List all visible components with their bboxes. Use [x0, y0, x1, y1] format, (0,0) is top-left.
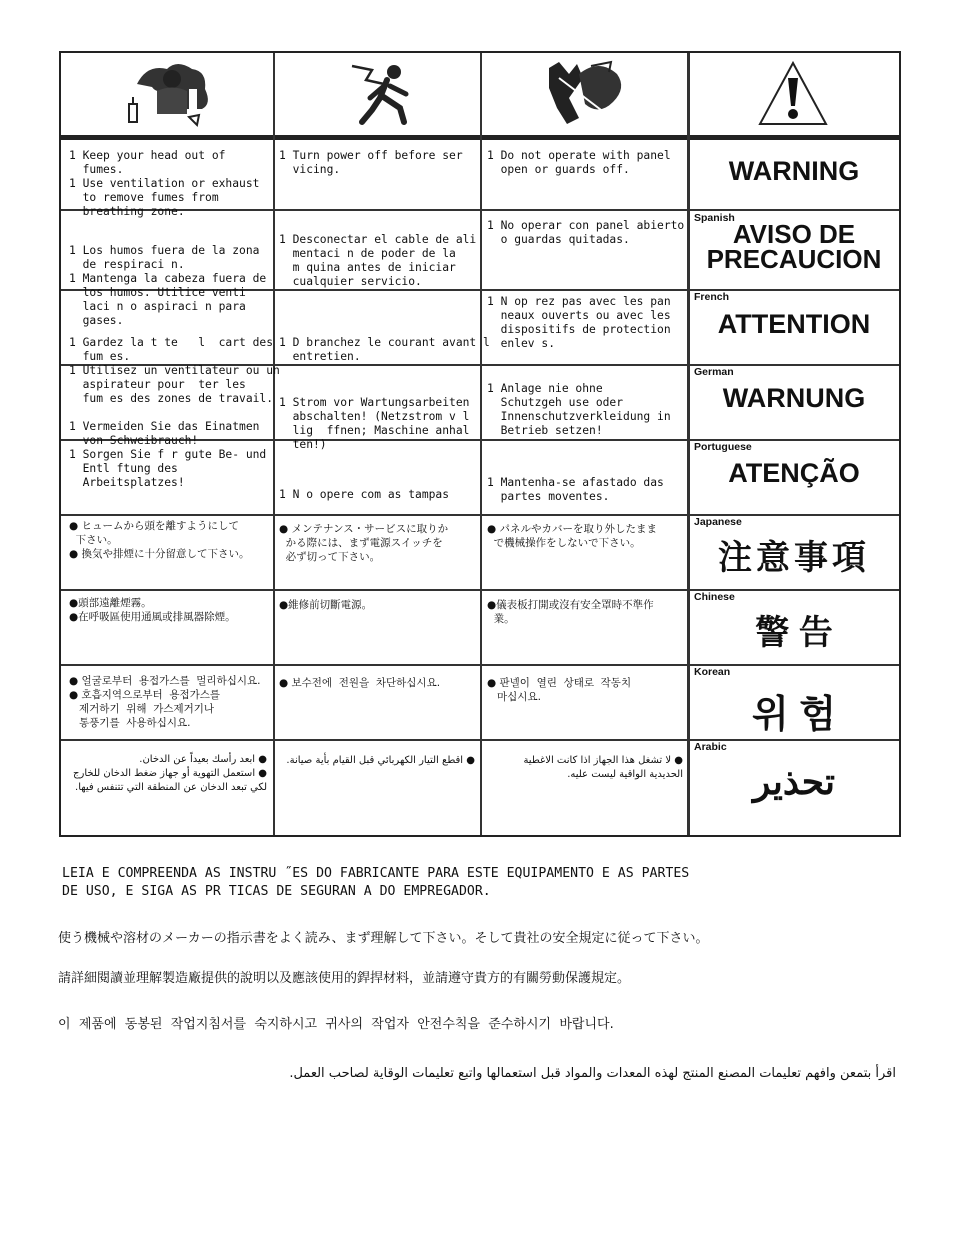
- korean-panel-text: ● 판넬이 열린 상태로 작동치 마십시요.: [487, 677, 632, 703]
- warning-table: [59, 51, 901, 837]
- chinese-fume-text: ●頭部遠離煙霧。 ●在呼吸區使用通風或排風器除煙。: [69, 597, 236, 623]
- chinese-panel-text: ●儀表板打開或沒有安全罩時不準作 業。: [487, 599, 654, 625]
- footer-chinese: 請詳細閱讀並理解製造廠提供的說明以及應該使用的銲捍材料，並請遵守貴方的有關勞動保護規定。: [58, 971, 631, 986]
- language-label-spanish: Spanish: [694, 212, 735, 224]
- language-label-french: French: [694, 291, 730, 303]
- spanish-fume-text: 1 Los humos fuera de la zona de respiraci n. 1 Mantenga la cabeza fuera de los humos. Utilice venti laci n o aspiraci n para gases.: [69, 244, 267, 327]
- warning-word-chinese: 警 告: [755, 614, 833, 652]
- arabic-fume-text: ● ابعد رأسك بعيداً عن الدخان. ● استعمل التهوية أو جهاز ضغط الدخان للخارج لكي تبعد الدخان عن المنطقة التي تتنفس فيها.: [73, 754, 267, 793]
- japanese-fume-text: ● ヒュームから頭を離すようにして 下さい。 ● 換気や排煙に十分留意して下さい。: [69, 520, 250, 560]
- footer-arabic: اقرأ بتمعن وافهم تعليمات المصنع المنتج لهذه المعدات والمواد قبل استعمالها واتبع تعليمات الوقاية لصاحب العمل.: [289, 1066, 896, 1081]
- french-panel-text: 1 N op rez pas avec les pan neaux ouverts ou avec les dispositifs de protection enlev s.: [487, 295, 671, 350]
- german-power-text: 1 Strom vor Wartungsarbeiten abschalten! (Netzstrom v l lig ffnen; Maschine anhal ten!): [279, 396, 470, 451]
- portuguese-panel-text: 1 Mantenha-se afastado das partes moventes.: [487, 476, 664, 503]
- warning-word-arabic: تحذير: [752, 761, 836, 802]
- moving-parts-icon: [480, 53, 687, 135]
- french-fume-text: 1 Gardez la t te l cart des fum es.: [69, 336, 274, 363]
- japanese-panel-text: ● パネルやカバーを取り外したまま で機械操作をしないで下さい。: [487, 523, 657, 549]
- language-label-chinese: Chinese: [694, 591, 735, 603]
- korean-power-text: ● 보수전에 전원을 차단하십시요.: [279, 677, 441, 689]
- arabic-panel-text: ● لا تشغل هذا الجهاز اذا كانت الاغطية الحديدية الواقية ليست عليه.: [523, 755, 683, 780]
- electric-shock-icon: [273, 53, 480, 135]
- portuguese-power-text: 1 N o opere com as tampas: [279, 488, 450, 501]
- warning-word-spanish: AVISO DE PRECAUCION: [706, 219, 882, 274]
- japanese-power-text: ● メンテナンス・サービスに取りか かる際には、まず電源スイッチを 必ず切って下さい。: [279, 523, 449, 563]
- warning-word-japanese: 注意事項: [718, 539, 870, 577]
- warning-word-korean: 위 험: [752, 694, 836, 736]
- footer-korean: 이 제품에 동봉된 작업지침서를 숙지하시고 귀사의 작업자 안전수칙을 준수하시기 바랍니다.: [58, 1017, 614, 1032]
- english-fume-text: 1 Keep your head out of fumes. 1 Use ventilation or exhaust to remove fumes from breathing zone.: [69, 149, 260, 218]
- footer-portuguese: LEIA E COMPREENDA AS INSTRU ˝ES DO FABRICANTE PARA ESTE EQUIPAMENTO E AS PARTES DE USO, E SIGA AS PR TICAS DE SEGURAN A DO EMPREGADOR.: [62, 866, 690, 899]
- english-panel-text: 1 Do not operate with panel open or guards off.: [487, 149, 671, 176]
- language-label-german: German: [694, 366, 734, 378]
- warning-word-german: WARNUNG: [722, 383, 866, 413]
- language-label-portuguese: Portuguese: [694, 441, 752, 453]
- french-power-text: 1 D branchez le courant avant l entretien.: [279, 336, 490, 363]
- warning-word-portuguese: ATENÇÃO: [728, 458, 860, 488]
- german-fume-text: 1 Utilisez un ventilateur ou un aspirateur pour ter les fum es des zones de travail. 1 Vermeiden Sie das Einatmen von Schweibrauch! 1 Sorgen Sie f r gute Be- und Entl ftung des Arbeitsplatzes!: [69, 364, 280, 489]
- row-divider: [61, 514, 899, 516]
- warning-word-french: ATTENTION: [717, 309, 871, 339]
- fume-hazard-icon: [61, 53, 273, 135]
- row-divider: [61, 739, 899, 741]
- warning-word-english: WARNING: [728, 156, 860, 186]
- row-divider: [61, 664, 899, 666]
- footer-japanese: 使う機械や溶材のメーカーの指示書をよく読み、まず理解して下さい。そして貴社の安全規定に従って下さい。: [58, 931, 709, 946]
- english-power-text: 1 Turn power off before ser vicing.: [279, 149, 463, 176]
- language-label-arabic: Arabic: [694, 741, 727, 753]
- language-label-japanese: Japanese: [694, 516, 742, 528]
- korean-fume-text: ● 얼굴로부터 용접가스를 멀리하십시요. ● 호흡지역으로부터 용접가스를 제거하기 위해 가스제거기나 통풍기를 사용하십시요.: [69, 675, 261, 729]
- spanish-power-text: 1 Desconectar el cable de ali mentaci n de poder de la m quina antes de iniciar cualquier servicio.: [279, 233, 477, 288]
- row-divider: [61, 589, 899, 591]
- warning-triangle-icon: [687, 53, 899, 135]
- chinese-power-text: ●維修前切斷電源。: [279, 599, 373, 611]
- german-panel-text: 1 Anlage nie ohne Schutzgeh use oder Innenschutzverkleidung in Betrieb setzen!: [487, 382, 671, 437]
- spanish-panel-text: 1 No operar con panel abierto o guardas quitadas.: [487, 219, 685, 246]
- arabic-power-text: ● اقطع التيار الكهربائي قبل القيام بأية صيانة.: [286, 755, 475, 766]
- language-label-korean: Korean: [694, 666, 731, 678]
- column-divider: [480, 53, 482, 835]
